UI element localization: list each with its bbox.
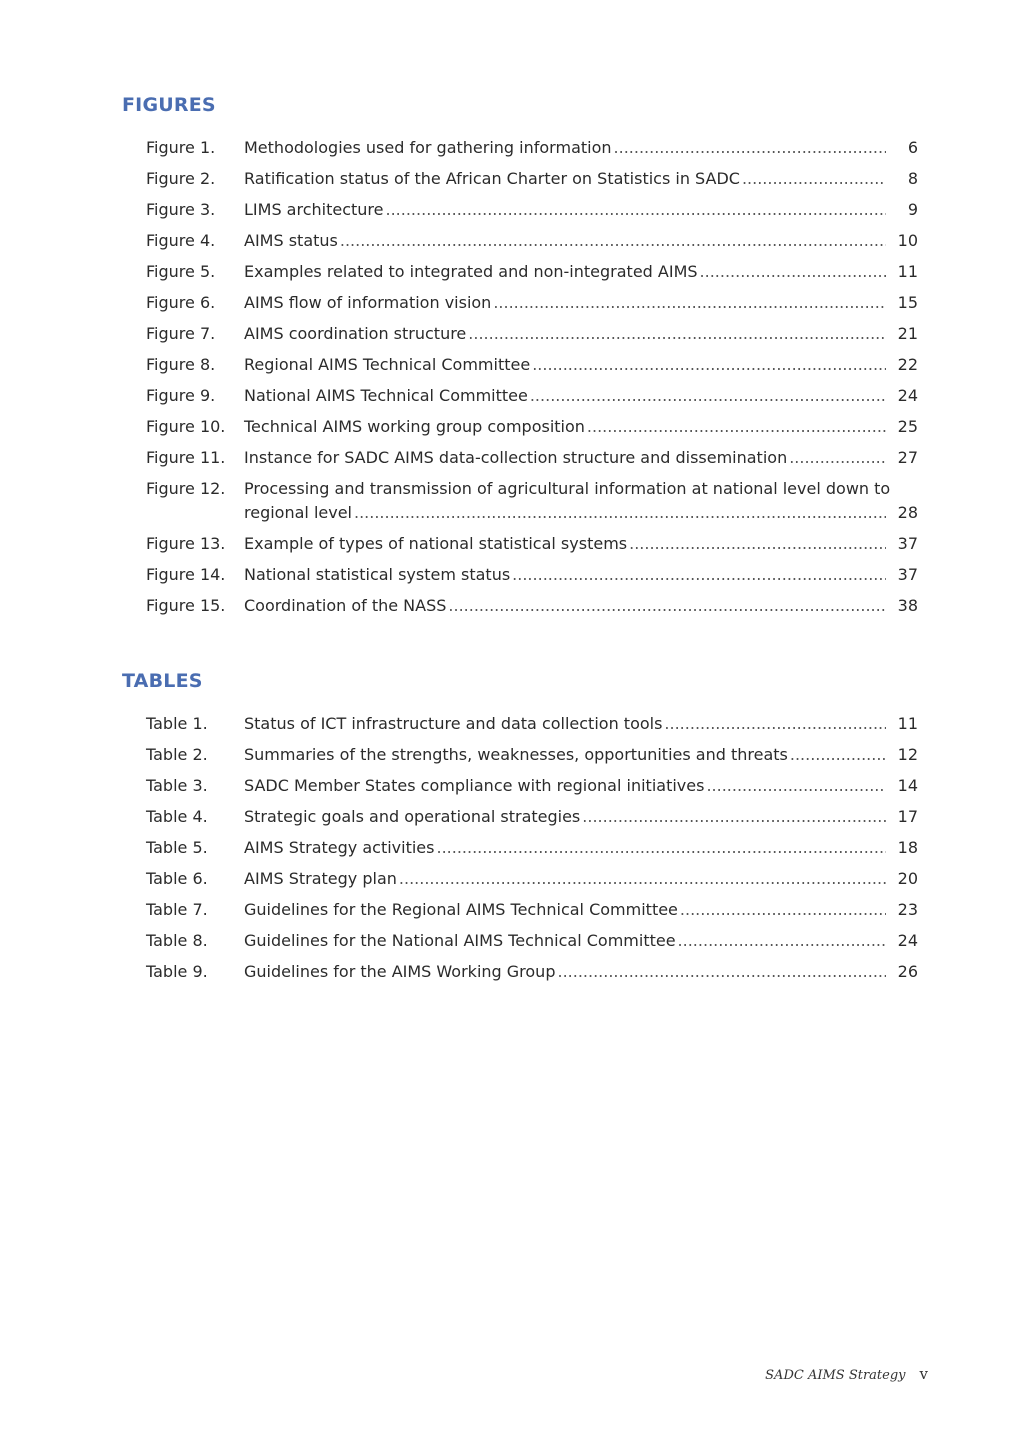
entry-number: Figure 8. <box>146 355 216 374</box>
entry-title: Guidelines for the Regional AIMS Technical Committee <box>244 900 678 919</box>
entry-page: 11 <box>897 262 918 281</box>
dot-leader <box>678 929 886 953</box>
entry-title: SADC Member States compliance with regional initiatives <box>244 776 705 795</box>
entry-title: Examples related to integrated and non-integrated AIMS <box>244 262 698 281</box>
toc-entry-figure-4[interactable] <box>146 229 918 260</box>
entry-title: Ratification status of the African Charter on Statistics in SADC <box>244 169 740 188</box>
toc-entry-table-1[interactable] <box>146 712 918 743</box>
entry-page: 15 <box>897 293 918 312</box>
entry-title: Instance for SADC AIMS data-collection structure and dissemination <box>244 448 788 467</box>
entry-number: Figure 14. <box>146 565 226 584</box>
entry-title-line-1: Processing and transmission of agricultural information at national level down to <box>244 479 891 498</box>
entry-page: 8 <box>907 169 918 188</box>
toc-entry-figure-10[interactable] <box>146 415 918 446</box>
toc-entry-figure-9[interactable] <box>146 384 918 415</box>
dot-leader <box>493 291 886 315</box>
entry-title: Status of ICT infrastructure and data collection tools <box>244 714 663 733</box>
dot-leader <box>664 712 886 736</box>
entry-number: Figure 1. <box>146 138 216 157</box>
entry-page: 24 <box>897 931 918 950</box>
entry-number: Table 9. <box>146 962 208 981</box>
entry-number: Table 2. <box>146 745 208 764</box>
entry-number: Figure 11. <box>146 448 226 467</box>
entry-page: 20 <box>897 869 918 888</box>
entry-title: Guidelines for the AIMS Working Group <box>244 962 556 981</box>
tables-heading: TABLES <box>122 670 203 692</box>
entry-number: Figure 3. <box>146 200 216 219</box>
toc-entry-figure-7[interactable] <box>146 322 918 353</box>
entry-title: Example of types of national statistical systems <box>244 534 628 553</box>
dot-leader <box>680 898 886 922</box>
entry-number: Figure 15. <box>146 596 226 615</box>
toc-entry-figure-6[interactable] <box>146 291 918 322</box>
entry-page: 27 <box>897 448 918 467</box>
dot-leader <box>354 501 886 525</box>
entry-title: Summaries of the strengths, weaknesses, opportunities and threats <box>244 745 788 764</box>
entry-page: 10 <box>897 231 918 250</box>
entry-page: 37 <box>897 534 918 553</box>
entry-page: 21 <box>897 324 918 343</box>
toc-entry-table-8[interactable] <box>146 929 918 960</box>
dot-leader <box>789 446 886 470</box>
footer-title: SADC AIMS Strategy <box>765 1368 906 1383</box>
entry-number: Figure 2. <box>146 169 216 188</box>
toc-entry-table-6[interactable] <box>146 867 918 898</box>
dot-leader <box>532 353 886 377</box>
entry-page: 17 <box>897 807 918 826</box>
entry-number: Table 3. <box>146 776 208 795</box>
entry-page: 38 <box>897 596 918 615</box>
entry-title: AIMS coordination structure <box>244 324 467 343</box>
entry-title: Strategic goals and operational strategies <box>244 807 581 826</box>
entry-page: 12 <box>897 745 918 764</box>
toc-entry-table-3[interactable] <box>146 774 918 805</box>
toc-entry-figure-3[interactable] <box>146 198 918 229</box>
dot-leader <box>614 136 886 160</box>
entry-page: 28 <box>897 503 918 522</box>
dot-leader <box>399 867 886 891</box>
entry-page: 18 <box>897 838 918 857</box>
toc-entry-table-4[interactable] <box>146 805 918 836</box>
dot-leader <box>790 743 886 767</box>
entry-number: Figure 5. <box>146 262 216 281</box>
toc-entry-figure-8[interactable] <box>146 353 918 384</box>
toc-entry-figure-2[interactable] <box>146 167 918 198</box>
entry-number: Figure 4. <box>146 231 216 250</box>
entry-title: Guidelines for the National AIMS Technical Committee <box>244 931 676 950</box>
entry-page: 6 <box>907 138 918 157</box>
entry-page: 9 <box>907 200 918 219</box>
toc-entry-figure-12[interactable] <box>146 477 918 532</box>
entry-page: 26 <box>897 962 918 981</box>
toc-entry-figure-11[interactable] <box>146 446 918 477</box>
dot-leader <box>557 960 886 984</box>
entry-page: 25 <box>897 417 918 436</box>
entry-number: Table 6. <box>146 869 208 888</box>
entry-number: Table 5. <box>146 838 208 857</box>
figures-list <box>146 136 918 625</box>
toc-entry-figure-15[interactable] <box>146 594 918 625</box>
entry-title-line-2: regional level <box>244 503 352 522</box>
toc-entry-figure-1[interactable] <box>146 136 918 167</box>
dot-leader <box>587 415 886 439</box>
entry-page: 23 <box>897 900 918 919</box>
entry-title: Technical AIMS working group composition <box>244 417 585 436</box>
dot-leader <box>340 229 886 253</box>
dot-leader <box>706 774 886 798</box>
dot-leader <box>742 167 886 191</box>
toc-entry-figure-13[interactable] <box>146 532 918 563</box>
toc-entry-table-9[interactable] <box>146 960 918 991</box>
entry-number: Table 8. <box>146 931 208 950</box>
entry-title: National AIMS Technical Committee <box>244 386 528 405</box>
entry-title: Regional AIMS Technical Committee <box>244 355 531 374</box>
dot-leader <box>512 563 886 587</box>
entry-number: Table 1. <box>146 714 208 733</box>
entry-title: Methodologies used for gathering information <box>244 138 612 157</box>
entry-title: AIMS Strategy activities <box>244 838 435 857</box>
dot-leader <box>468 322 886 346</box>
page-footer <box>765 1365 928 1383</box>
dot-leader <box>629 532 886 556</box>
entry-number: Figure 7. <box>146 324 216 343</box>
entry-number: Figure 12. <box>146 479 226 498</box>
entry-page: 11 <box>897 714 918 733</box>
entry-page: 14 <box>897 776 918 795</box>
dot-leader <box>448 594 886 618</box>
entry-title: AIMS status <box>244 231 338 250</box>
toc-entry-table-2[interactable] <box>146 743 918 774</box>
entry-number: Figure 6. <box>146 293 216 312</box>
dot-leader <box>700 260 886 284</box>
entry-page: 37 <box>897 565 918 584</box>
tables-list <box>146 712 918 991</box>
entry-page: 22 <box>897 355 918 374</box>
entry-number: Figure 13. <box>146 534 226 553</box>
toc-entry-figure-5[interactable] <box>146 260 918 291</box>
dot-leader <box>582 805 886 829</box>
entry-number: Figure 9. <box>146 386 216 405</box>
dot-leader <box>530 384 886 408</box>
toc-entry-table-7[interactable] <box>146 898 918 929</box>
dot-leader <box>386 198 887 222</box>
footer-page-number: v <box>919 1365 928 1383</box>
toc-entry-figure-14[interactable] <box>146 563 918 594</box>
entry-number: Figure 10. <box>146 417 226 436</box>
toc-entry-table-5[interactable] <box>146 836 918 867</box>
figures-heading: FIGURES <box>122 94 216 116</box>
entry-title: AIMS flow of information vision <box>244 293 492 312</box>
entry-title: National statistical system status <box>244 565 511 584</box>
entry-number: Table 7. <box>146 900 208 919</box>
entry-title: LIMS architecture <box>244 200 384 219</box>
entry-title: AIMS Strategy plan <box>244 869 397 888</box>
entry-number: Table 4. <box>146 807 208 826</box>
entry-title: Coordination of the NASS <box>244 596 447 615</box>
dot-leader <box>436 836 886 860</box>
entry-page: 24 <box>897 386 918 405</box>
